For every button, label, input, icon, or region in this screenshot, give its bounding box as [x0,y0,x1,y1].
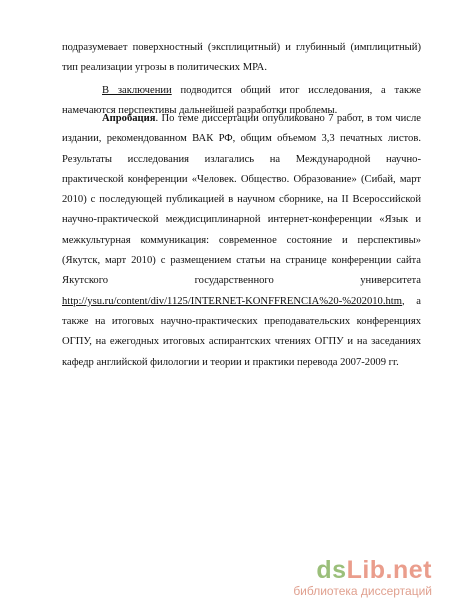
dslib-watermark [293,557,432,598]
text-line-content: также на итоговых научно-практических преподавательских конференциях [62,315,421,327]
text-line-content: кафедр английской филологии и теории и практики перевода 2007-2009 гг. [62,356,399,368]
text-line [62,231,421,251]
text-line-content: ОГПУ, на ежегодных итоговых аспирантских чтениях ОГПУ и на заседаниях [62,336,421,348]
logo-ds: ds [316,556,347,584]
text-line-content: . По теме диссертации опубликовано 7 работ, в том числе [155,113,421,124]
text-line [62,292,421,312]
text-line-content: тип реализации угрозы в политических МРА. [62,62,267,74]
text-line-content: Якутского государственного университета [62,275,421,287]
text-line-content: (Якутск, март 2010) с размещением статьи на странице конференции сайта [62,255,421,267]
text-line-content: 2010) с последующей публикацией в научном сборнике, на II Всероссийской [62,194,421,206]
text-line [62,150,421,170]
conference-link[interactable]: http://ysu.ru/content/div/1125/INTERNET-KONFFRENCIA%20-%202010.htm [62,295,402,307]
dslib-logo [293,557,432,583]
text-line [62,251,421,271]
text-line [62,38,421,58]
paragraph-threat-types [62,38,421,79]
text-line-content: подразумевает поверхностный (эксплицитный) и глубинный (имплицитный) [62,42,421,53]
text-line [62,312,421,332]
text-line-content: научно-практической междисциплинарной интернет-конференции «Язык и [62,214,421,226]
text-line [62,332,421,352]
text-line [62,170,421,190]
text-line [62,271,421,291]
watermark-subtitle: библиотека диссертаций [293,584,432,598]
logo-lib: Lib.net [346,556,432,584]
text-line-content: практической конференции «Человек. Общество. Образование» (Сибай, март [62,173,421,185]
text-line-content: подводится общий итог исследования, а также [180,85,421,96]
text-line [62,210,421,230]
text-line-content: намечаются перспективы дальнейшей разработки проблемы. [62,105,338,117]
text-line [62,353,421,373]
text-line-content: Результаты исследования излагались на Международной научно- [62,153,421,165]
text-line [62,81,421,101]
text-line [62,58,421,78]
text-line [62,109,421,129]
text-line [62,190,421,210]
text-line-content: , а [401,295,421,307]
text-line [62,129,421,149]
conclusion-heading: В заключении [102,85,172,96]
paragraph-approbation [62,109,421,373]
text-line-content: межкультурная коммуникация: современное состояние и перспективы» [62,234,421,246]
text-line-content: издании, рекомендованном ВАК РФ, общим объемом 3,3 печатных листов. [62,133,421,145]
approbation-heading: Апробация [102,113,156,124]
